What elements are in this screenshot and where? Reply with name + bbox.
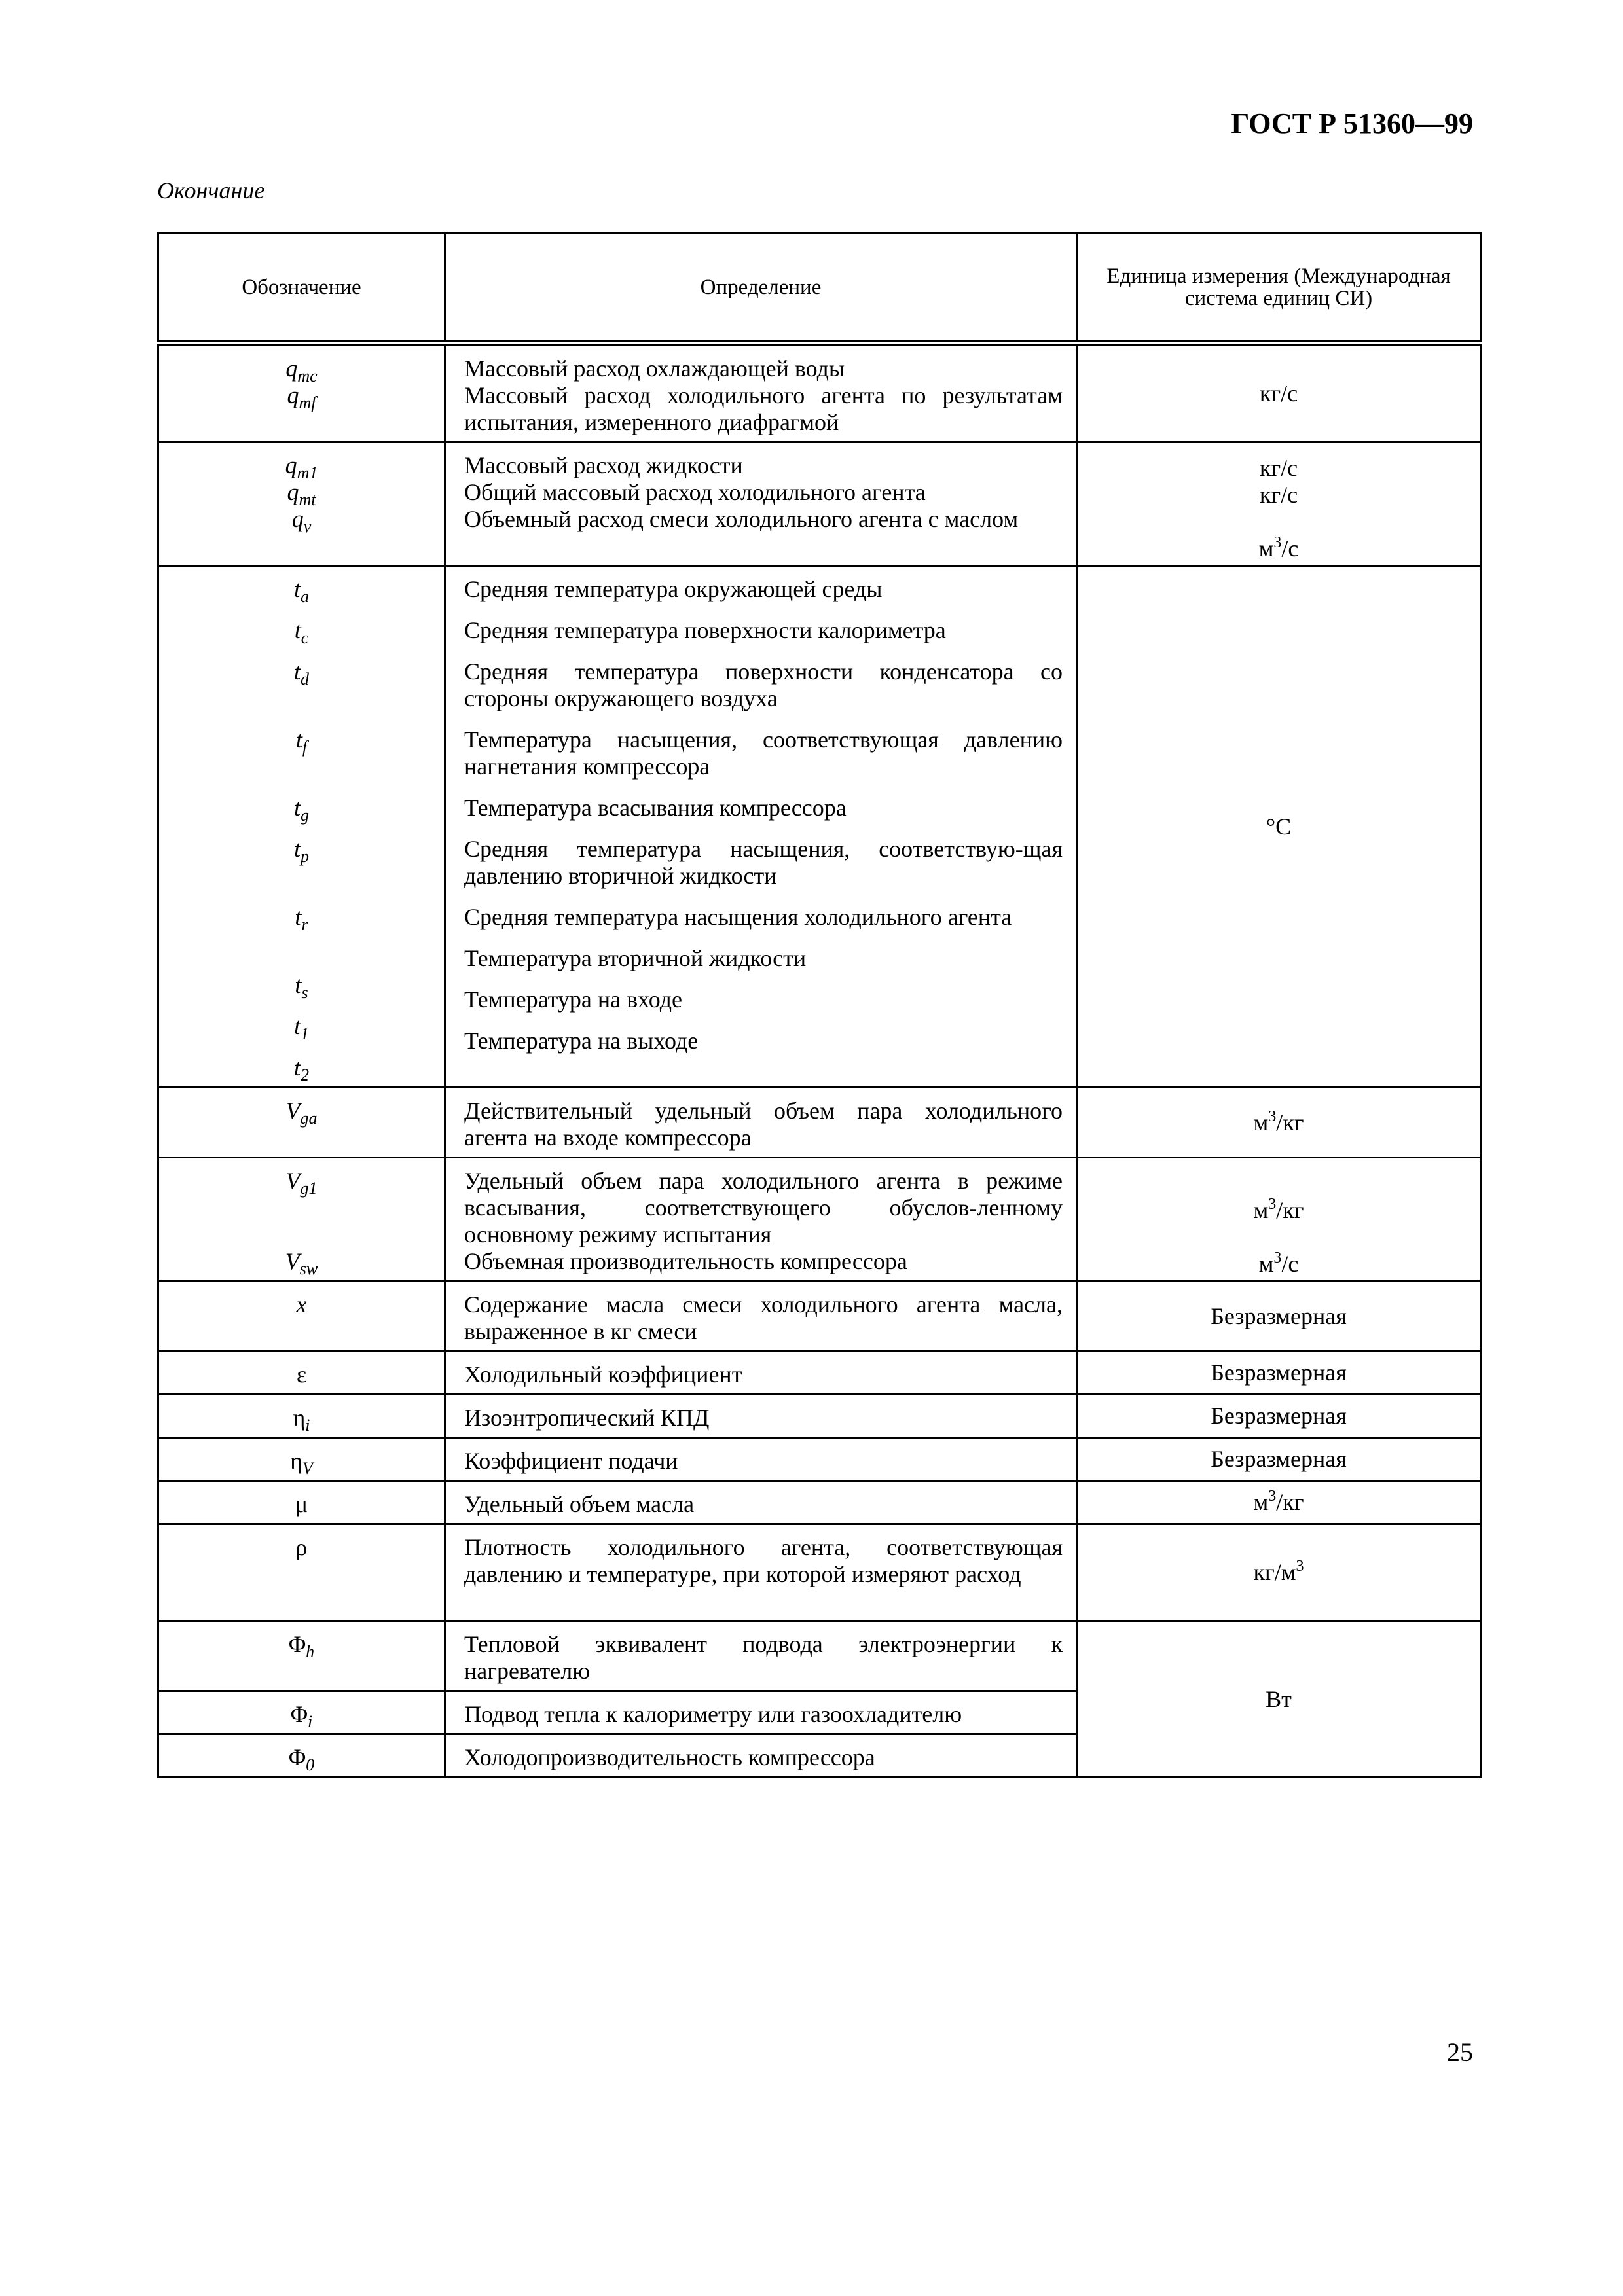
definition-cell — [445, 344, 1077, 442]
unit-cell — [1077, 1088, 1481, 1158]
symbol — [166, 904, 437, 958]
symbol — [166, 1744, 437, 1774]
symbol-subscript: i — [305, 1416, 310, 1435]
symbol-subscript: 2 — [301, 1066, 309, 1085]
symbol-subscript: sw — [299, 1259, 318, 1278]
definition-cell — [445, 1088, 1077, 1158]
symbol-subscript: mc — [297, 367, 318, 386]
symbol-letter: t — [295, 726, 302, 753]
table-row — [158, 1621, 1481, 1691]
definition-text: Средняя температура насыщения холодильного агента — [464, 904, 1012, 930]
symbol-subscript: mf — [299, 393, 316, 412]
definition-cell — [445, 1282, 1077, 1352]
table-header-row — [158, 233, 1481, 344]
standard-number: ГОСТ Р 51360—99 — [1231, 107, 1473, 139]
unit-cell — [1077, 1395, 1481, 1438]
definition-text: Тепловой эквивалент подвода электроэнергии к нагревателю — [464, 1631, 1063, 1684]
symbol-subscript: a — [301, 587, 309, 606]
table-row — [158, 1158, 1481, 1282]
symbol-subscript: s — [301, 983, 308, 1002]
symbol-letter: ε — [296, 1361, 307, 1388]
unit-exponent: 3 — [1268, 1107, 1277, 1125]
unit-tail: /с — [1281, 535, 1299, 562]
definition-text: Удельный объем масла — [464, 1491, 695, 1517]
symbol — [166, 479, 437, 509]
definition-cell — [445, 566, 1077, 1088]
unit-cell — [1077, 1352, 1481, 1395]
symbol — [166, 1054, 437, 1085]
unit-cell — [1077, 344, 1481, 442]
symbol — [166, 972, 437, 1002]
unit-text — [1078, 1170, 1480, 1251]
definition-text: Подвод тепла к калориметру или газоохладителю — [464, 1701, 962, 1727]
symbol-subscript: p — [301, 847, 309, 866]
symbol-letter: t — [295, 904, 302, 930]
symbol-letter: μ — [295, 1491, 308, 1517]
symbols-table — [157, 232, 1482, 1778]
definition-cell — [445, 1524, 1077, 1621]
unit-cell — [1077, 1158, 1481, 1282]
unit-tail: /с — [1281, 1251, 1299, 1277]
symbol-letter: q — [291, 506, 304, 532]
unit-tail: /кг — [1276, 1197, 1304, 1223]
unit-exponent: 3 — [1268, 1488, 1277, 1505]
unit-text: кг/с — [1259, 482, 1298, 508]
symbol — [166, 1534, 437, 1615]
definition-text: Массовый расход жидкости — [464, 452, 743, 478]
table-row — [158, 1282, 1481, 1352]
symbol-subscript: g — [301, 806, 309, 825]
column-header-unit: Единица измерения (Международная система единиц СИ) — [1077, 233, 1481, 344]
symbol-letter: t — [293, 576, 301, 602]
symbol-subscript: r — [301, 915, 308, 934]
symbol-cell — [158, 1524, 445, 1621]
symbol-letter: Φ — [288, 1744, 306, 1770]
symbol-letter: q — [287, 479, 299, 505]
unit-cell — [1077, 442, 1481, 566]
symbol — [166, 506, 437, 560]
symbol — [166, 355, 437, 386]
definition-text: Температура всасывания компрессора — [464, 795, 847, 821]
definition-text: Объемная производительность компрессора — [464, 1248, 907, 1274]
unit-tail: /кг — [1276, 1489, 1304, 1515]
definition-cell — [445, 1734, 1077, 1778]
unit-text: Безразмерная — [1211, 1302, 1347, 1329]
definition-text: Объемный расход смеси холодильного агента с маслом — [464, 506, 1019, 532]
unit-text: кг/с — [1259, 380, 1298, 406]
definition-cell — [445, 1481, 1077, 1524]
unit-cell — [1077, 1282, 1481, 1352]
page-number: 25 — [1447, 2037, 1473, 2067]
definition-text: Температура на входе — [464, 986, 683, 1013]
table-row — [158, 344, 1481, 442]
symbol-letter: t — [293, 1013, 301, 1039]
symbol-cell — [158, 1481, 445, 1524]
symbol-letter: t — [293, 836, 301, 862]
symbol-subscript: h — [306, 1642, 315, 1661]
unit-cell — [1077, 1438, 1481, 1481]
definition-text: Температура вторичной жидкости — [464, 945, 807, 971]
symbol-letter: t — [295, 972, 302, 998]
symbol — [166, 1361, 437, 1388]
definition-cell — [445, 1438, 1077, 1481]
unit-text: °C — [1266, 813, 1292, 840]
definition-text: Средняя температура поверхности калориметра — [464, 617, 946, 643]
symbol-cell — [158, 1621, 445, 1691]
definition-text: Общий массовый расход холодильного агента — [464, 479, 926, 505]
symbol-letter: Φ — [290, 1701, 308, 1727]
unit-base: м — [1253, 1109, 1269, 1136]
unit-base: м — [1253, 1489, 1269, 1515]
column-header-definition: Определение — [445, 233, 1077, 344]
symbol-subscript: i — [308, 1712, 313, 1731]
unit-text — [1078, 1489, 1480, 1516]
definition-text: Температура насыщения, соответствующая давлению нагнетания компрессора — [464, 726, 1063, 780]
continuation-label: Окончание — [157, 177, 265, 204]
definition-text: Средняя температура поверхности конденсатора со стороны окружающего воздуха — [464, 658, 1063, 711]
definition-text: Температура на выходе — [464, 1028, 699, 1054]
symbol — [166, 836, 437, 889]
column-header-symbol: Обозначение — [158, 233, 445, 344]
symbol-letter: x — [296, 1291, 307, 1318]
definition-text: Содержание масла смеси холодильного агента масла, выраженное в кг смеси — [464, 1291, 1063, 1344]
symbol-subscript: 1 — [301, 1024, 309, 1043]
symbol-subscript: d — [301, 670, 309, 689]
symbol-letter: Φ — [288, 1631, 306, 1657]
unit-exponent: 3 — [1273, 534, 1282, 551]
unit-text — [1078, 1251, 1480, 1278]
symbol-letter: η — [290, 1448, 302, 1474]
definition-cell — [445, 1691, 1077, 1734]
symbol-cell — [158, 1691, 445, 1734]
table-row — [158, 1395, 1481, 1438]
unit-cell — [1077, 1621, 1481, 1778]
symbol — [166, 1013, 437, 1043]
definition-text: Коэффициент подачи — [464, 1448, 678, 1474]
symbol-letter: η — [293, 1405, 306, 1431]
definition-cell — [445, 442, 1077, 566]
unit-text: Безразмерная — [1211, 1403, 1347, 1429]
symbol-cell — [158, 1282, 445, 1352]
definition-cell — [445, 1158, 1077, 1282]
table-row — [158, 1481, 1481, 1524]
definition-text: Средняя температура насыщения, соответствую-щая давлению вторичной жидкости — [464, 836, 1063, 889]
symbol-cell — [158, 1088, 445, 1158]
symbol-letter: V — [285, 1168, 301, 1194]
symbol — [166, 617, 437, 647]
table-row — [158, 1524, 1481, 1621]
symbol-cell — [158, 442, 445, 566]
symbol-letter: V — [285, 1248, 300, 1274]
table-row — [158, 1352, 1481, 1395]
table-row — [158, 1438, 1481, 1481]
symbol-cell — [158, 1352, 445, 1395]
unit-exponent: 3 — [1296, 1558, 1304, 1575]
unit-text: Безразмерная — [1211, 1446, 1347, 1472]
symbol-cell — [158, 1438, 445, 1481]
symbol — [166, 1491, 437, 1518]
symbol — [166, 1701, 437, 1731]
unit-text — [1078, 1109, 1480, 1136]
symbol-cell — [158, 344, 445, 442]
unit-base: кг/м — [1253, 1559, 1296, 1585]
symbol-letter: ρ — [295, 1534, 308, 1560]
table-row — [158, 1088, 1481, 1158]
definition-cell — [445, 1395, 1077, 1438]
unit-exponent: 3 — [1268, 1196, 1277, 1213]
symbol-subscript: ga — [300, 1109, 318, 1128]
unit-text: Вт — [1266, 1685, 1292, 1712]
symbol — [166, 1448, 437, 1478]
table-row — [158, 566, 1481, 1088]
symbol-subscript: mt — [299, 490, 316, 509]
symbol — [166, 1248, 437, 1278]
unit-text — [1078, 1559, 1480, 1586]
symbol-subscript: v — [303, 517, 312, 536]
symbol — [166, 1098, 437, 1151]
definition-text: Средняя температура окружающей среды — [464, 576, 883, 602]
symbol — [166, 726, 437, 780]
unit-cell — [1077, 1524, 1481, 1621]
unit-cell — [1077, 566, 1481, 1088]
definition-text: Действительный удельный объем пара холодильного агента на входе компрессора — [464, 1098, 1063, 1151]
unit-tail: /кг — [1276, 1109, 1304, 1136]
definition-text: Изоэнтропический КПД — [464, 1405, 710, 1431]
unit-base: м — [1258, 535, 1274, 562]
symbol-letter: q — [285, 452, 297, 478]
symbol-letter: q — [287, 382, 299, 408]
symbol — [166, 658, 437, 712]
unit-cell — [1077, 1481, 1481, 1524]
symbol — [166, 1168, 437, 1248]
symbol — [166, 382, 437, 436]
symbol — [166, 452, 437, 482]
symbol-cell — [158, 1158, 445, 1282]
symbol-letter: V — [285, 1098, 301, 1124]
symbol-subscript: g1 — [300, 1179, 318, 1198]
definition-cell — [445, 1352, 1077, 1395]
symbol-letter: t — [294, 617, 301, 643]
symbol — [166, 1405, 437, 1435]
unit-text: Безразмерная — [1211, 1359, 1347, 1386]
symbol-letter: q — [285, 355, 298, 382]
definition-text: Плотность холодильного агента, соответствующая давлению и температуре, при которой измеряют расход — [464, 1534, 1063, 1587]
definition-text: Холодопроизводительность компрессора — [464, 1744, 875, 1770]
definition-text: Массовый расход холодильного агента по результатам испытания, измеренного диафрагмой — [464, 382, 1063, 435]
unit-text: кг/с — [1259, 455, 1298, 481]
symbol-subscript: 0 — [306, 1755, 315, 1774]
unit-text — [1078, 509, 1480, 562]
symbol-cell — [158, 1734, 445, 1778]
definition-text: Удельный объем пара холодильного агента в режиме всасывания, соответствующего обуслов-ленному основному режиму испытания — [464, 1168, 1063, 1247]
definition-text: Холодильный коэффициент — [464, 1361, 742, 1388]
definition-text: Массовый расход охлаждающей воды — [464, 355, 845, 382]
symbol — [166, 795, 437, 825]
definition-cell — [445, 1621, 1077, 1691]
symbol-letter: t — [293, 1054, 301, 1081]
symbol-subscript: m1 — [297, 463, 318, 482]
table-row — [158, 442, 1481, 566]
symbol-letter: t — [293, 795, 301, 821]
symbol-subscript: f — [302, 738, 308, 757]
symbol — [166, 1291, 437, 1345]
unit-exponent: 3 — [1273, 1249, 1282, 1266]
symbol-letter: t — [293, 658, 301, 685]
symbol-subscript: V — [302, 1459, 313, 1478]
symbol-cell — [158, 566, 445, 1088]
symbol — [166, 576, 437, 606]
symbol — [166, 1631, 437, 1661]
symbol-cell — [158, 1395, 445, 1438]
unit-base: м — [1258, 1251, 1274, 1277]
symbol-subscript: c — [301, 628, 309, 647]
unit-base: м — [1253, 1197, 1269, 1223]
